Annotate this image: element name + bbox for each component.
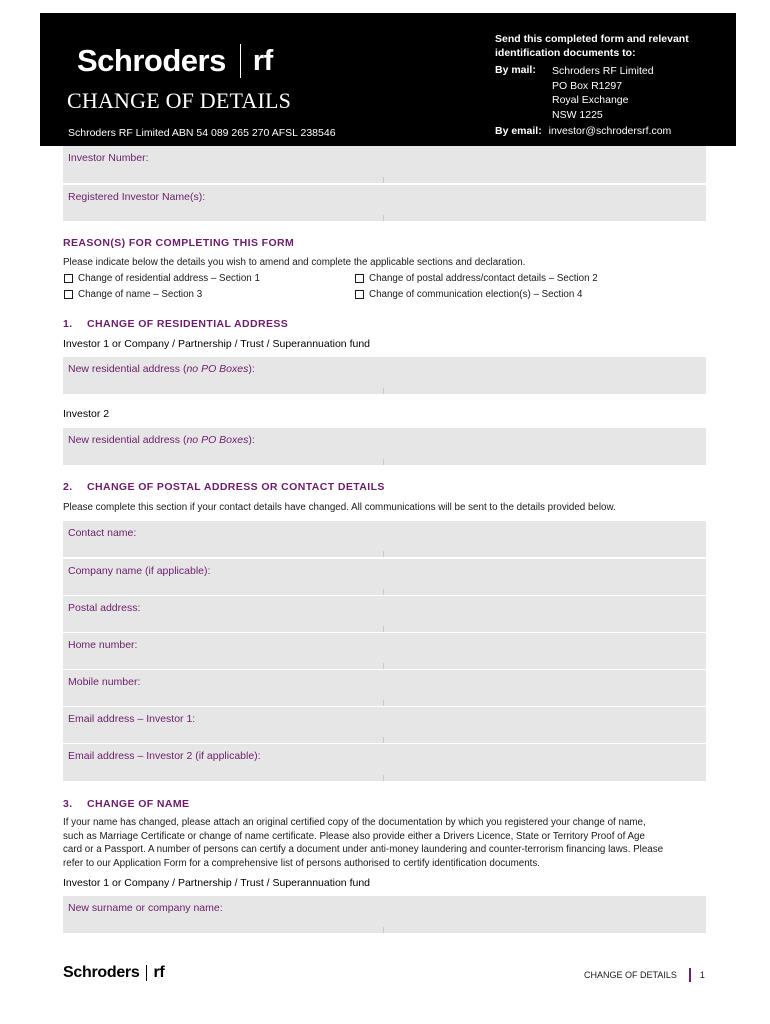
mail-line: Schroders RF Limited bbox=[552, 65, 654, 77]
email-label: By email: bbox=[495, 125, 542, 137]
field-label: Company name (if applicable): bbox=[68, 565, 211, 577]
field-label: Email address – Investor 2 (if applicable): bbox=[68, 750, 261, 762]
section-3-paragraph bbox=[63, 816, 713, 870]
header-banner bbox=[40, 13, 736, 146]
reason-option[interactable] bbox=[64, 289, 202, 300]
checkbox[interactable] bbox=[64, 274, 73, 283]
option-label: Change of communication election(s) – Section 4 bbox=[369, 289, 583, 300]
email-contact bbox=[495, 125, 671, 137]
field-divider bbox=[383, 177, 384, 183]
home-number-field[interactable] bbox=[63, 633, 706, 670]
section-2-instruction: Please complete this section if your contact details have changed. All communications will be sent to the details provided below. bbox=[63, 502, 616, 513]
send-instructions bbox=[495, 33, 725, 122]
section-1-title bbox=[63, 318, 288, 330]
section-2-title bbox=[63, 481, 385, 493]
label-text-end: ): bbox=[248, 434, 255, 446]
investor-2-label: Investor 2 bbox=[63, 408, 110, 420]
field-divider bbox=[383, 737, 384, 743]
section-heading: CHANGE OF RESIDENTIAL ADDRESS bbox=[87, 318, 289, 330]
investor-1-label: Investor 1 or Company / Partnership / Trust / Superannuation fund bbox=[63, 338, 371, 350]
abn-text: Schroders RF Limited ABN 54 089 265 270 AFSL 238546 bbox=[68, 127, 336, 139]
label-text: New residential address ( bbox=[68, 434, 187, 446]
postal-address-field[interactable] bbox=[63, 596, 706, 633]
field-divider bbox=[383, 775, 384, 781]
footer-brand-suffix: rf bbox=[153, 964, 165, 981]
investor-1-residential-address-field[interactable] bbox=[63, 357, 706, 395]
contact-name-field[interactable] bbox=[63, 521, 706, 558]
investor-number-field[interactable] bbox=[63, 146, 706, 184]
footer-accent-bar bbox=[689, 968, 691, 982]
logo-brand: Schroders bbox=[77, 43, 226, 78]
field-label: Investor Number: bbox=[68, 152, 149, 164]
footer-page-info bbox=[584, 968, 705, 982]
label-text-end: ): bbox=[248, 363, 255, 375]
page-number: 1 bbox=[699, 970, 705, 980]
reasons-title: REASON(S) FOR COMPLETING THIS FORM bbox=[63, 237, 295, 249]
field-label: Mobile number: bbox=[68, 676, 141, 688]
reasons-instruction: Please indicate below the details you wish to amend and complete the applicable sections and declaration. bbox=[63, 257, 526, 268]
email-link[interactable]: investor@schrodersrf.com bbox=[548, 125, 672, 137]
field-label: Home number: bbox=[68, 639, 138, 651]
section-number: 1. bbox=[63, 318, 73, 330]
field-label: Email address – Investor 1: bbox=[68, 713, 196, 725]
email-investor-1-field[interactable] bbox=[63, 707, 706, 744]
paragraph-line: If your name has changed, please attach an original certified copy of the documentation by which you registered your change of name, bbox=[63, 817, 646, 828]
field-divider bbox=[383, 551, 384, 557]
mail-line: NSW 1225 bbox=[552, 108, 603, 121]
checkbox[interactable] bbox=[355, 290, 364, 299]
reason-option[interactable] bbox=[355, 289, 582, 300]
reason-option[interactable] bbox=[355, 273, 598, 284]
field-label bbox=[68, 363, 255, 375]
section-number: 3. bbox=[63, 798, 73, 810]
field-divider bbox=[383, 388, 384, 394]
mail-line: PO Box R1297 bbox=[552, 79, 623, 92]
investor-2-residential-address-field[interactable] bbox=[63, 428, 706, 466]
field-divider bbox=[383, 663, 384, 669]
field-divider bbox=[383, 700, 384, 706]
reason-option[interactable] bbox=[64, 273, 260, 284]
paragraph-line: card or a Passport. A number of persons can certify a document under anti-money laundering and counter-terrorism financing laws. Please bbox=[63, 844, 664, 855]
footer-brand: Schroders bbox=[63, 964, 140, 981]
field-label: Postal address: bbox=[68, 602, 141, 614]
section-heading: CHANGE OF NAME bbox=[87, 798, 190, 810]
mobile-number-field[interactable] bbox=[63, 670, 706, 707]
send-heading: Send this completed form and relevant identification documents to: bbox=[495, 33, 689, 59]
label-emphasis: no PO Boxes bbox=[186, 363, 249, 375]
mail-address bbox=[495, 64, 725, 122]
option-label: Change of name – Section 3 bbox=[78, 289, 203, 300]
paragraph-line: refer to our Application Form for a comprehensive list of persons authorised to certify identification documents. bbox=[63, 857, 541, 869]
paragraph-line: such as Marriage Certificate or change of name certificate. Please also provide either a Drivers Licence, State or Territory Proof of Age bbox=[63, 830, 645, 842]
mail-label: By mail: bbox=[495, 64, 536, 76]
section-heading: CHANGE OF POSTAL ADDRESS OR CONTACT DETAILS bbox=[87, 481, 385, 493]
label-emphasis: no PO Boxes bbox=[186, 434, 249, 446]
checkbox[interactable] bbox=[355, 274, 364, 283]
field-divider bbox=[383, 459, 384, 465]
field-divider bbox=[383, 626, 384, 632]
option-label: Change of postal address/contact details – Section 2 bbox=[369, 273, 598, 284]
field-label: Registered Investor Name(s): bbox=[68, 191, 206, 203]
field-label: Contact name: bbox=[68, 527, 137, 539]
logo-suffix: rf bbox=[252, 44, 273, 77]
section-3-investor-1-label: Investor 1 or Company / Partnership / Trust / Superannuation fund bbox=[63, 877, 371, 889]
footer-logo bbox=[63, 964, 164, 982]
field-divider bbox=[383, 215, 384, 221]
section-3-title bbox=[63, 798, 189, 810]
footer-doc-name: CHANGE OF DETAILS bbox=[584, 970, 677, 980]
footer-logo-divider bbox=[146, 965, 147, 981]
field-label: New surname or company name: bbox=[68, 902, 223, 914]
option-label: Change of residential address – Section 1 bbox=[78, 273, 260, 284]
schroders-rf-logo bbox=[77, 43, 273, 79]
section-number: 2. bbox=[63, 481, 73, 493]
mail-line: Royal Exchange bbox=[552, 94, 629, 106]
field-divider bbox=[383, 927, 384, 933]
field-label bbox=[68, 434, 255, 446]
new-surname-field[interactable] bbox=[63, 896, 706, 934]
form-title: CHANGE OF DETAILS bbox=[67, 88, 292, 113]
registered-name-field[interactable] bbox=[63, 185, 706, 222]
logo-divider bbox=[240, 44, 241, 78]
label-text: New residential address ( bbox=[68, 363, 187, 375]
email-investor-2-field[interactable] bbox=[63, 744, 706, 782]
company-name-field[interactable] bbox=[63, 559, 706, 596]
checkbox[interactable] bbox=[64, 290, 73, 299]
field-divider bbox=[383, 589, 384, 595]
